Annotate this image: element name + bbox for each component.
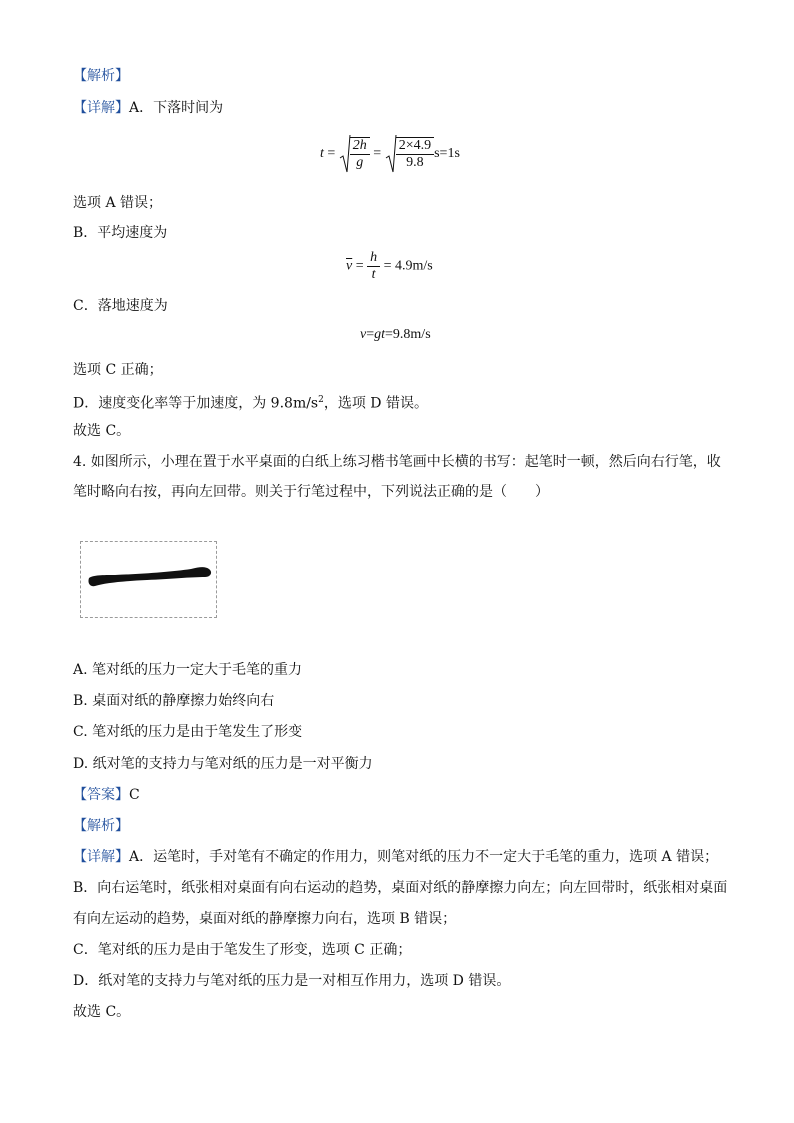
detail-d-pre: D．速度变化率等于加速度，为 9.8m/s bbox=[73, 395, 319, 412]
detail-d-post: ，选项 D 错误。 bbox=[323, 395, 428, 412]
frac-numeric bbox=[396, 137, 434, 171]
eq-t-tail: s=1s bbox=[434, 146, 460, 162]
brush-stroke-image bbox=[81, 542, 216, 617]
conclusion-a: 选项 A 错误； bbox=[73, 195, 163, 211]
detail-d-sup: 2 bbox=[318, 395, 324, 405]
eq-vg-v: v bbox=[360, 327, 367, 342]
q4-detail-b2: 有向左运动的趋势，桌面对纸的静摩擦力向右，选项 B 错误； bbox=[73, 911, 457, 927]
answer-tag: 【答案】 bbox=[73, 787, 129, 803]
detail-line-a bbox=[73, 98, 223, 118]
q4-detail-c: C．笔对纸的压力是由于笔发生了形变，选项 C 正确； bbox=[73, 942, 412, 958]
option-a: A. 笔对纸的压力一定大于毛笔的重力 bbox=[73, 662, 303, 678]
frac-den-g: g bbox=[356, 155, 364, 170]
answer-line bbox=[73, 785, 140, 805]
frac-num-2h: 2h bbox=[350, 138, 370, 155]
analysis-tag: 【解析】 bbox=[73, 68, 129, 84]
conclusion-c: 选项 C 正确； bbox=[73, 362, 163, 378]
frac-den-t: t bbox=[371, 267, 376, 282]
final-answer-q4: 故选 C。 bbox=[73, 1004, 131, 1020]
eq-v-eq: = bbox=[355, 258, 364, 274]
equation-average-velocity bbox=[346, 250, 433, 283]
q4-analysis-tag: 【解析】 bbox=[73, 818, 129, 834]
eq-v-tail: = 4.9m/s bbox=[383, 258, 433, 274]
eq-t-eq: = bbox=[327, 146, 336, 162]
q4-stem-line1: 4. 如图所示，小理在置于水平桌面的白纸上练习楷书笔画中长横的书写：起笔时一顿，然后向右行笔，收 bbox=[73, 454, 721, 470]
frac-num-numeric: 2×4.9 bbox=[396, 138, 434, 155]
detail-line-b: B．平均速度为 bbox=[73, 225, 168, 241]
final-answer-q3: 故选 C。 bbox=[73, 423, 131, 439]
equation-landing-velocity bbox=[360, 327, 431, 343]
q4-detail-b1: B．向右运笔时，纸张相对桌面有向右运动的趋势，桌面对纸的静摩擦力向左；向左回带时，纸张相对桌面 bbox=[73, 880, 728, 896]
eq-vg-gt: gt bbox=[374, 327, 386, 342]
frac-num-h: h bbox=[367, 250, 380, 267]
detail-a-text: A．下落时间为 bbox=[129, 100, 224, 116]
frac-den-numeric: 9.8 bbox=[406, 155, 424, 170]
q4-detail-a-text: A．运笔时，手对笔有不确定的作用力，则笔对纸的压力不一定大于毛笔的重力，选项 A 错误； bbox=[129, 849, 719, 865]
eq-t-eq2: = bbox=[373, 146, 382, 162]
detail-line-c: C．落地速度为 bbox=[73, 298, 168, 314]
equation-fall-time bbox=[320, 134, 460, 174]
q4-detail-tag: 【详解】 bbox=[73, 849, 129, 865]
option-b: B. 桌面对纸的静摩擦力始终向右 bbox=[73, 693, 275, 709]
frac-2h-g bbox=[350, 137, 370, 171]
option-d: D. 纸对笔的支持力与笔对纸的压力是一对平衡力 bbox=[73, 756, 373, 772]
eq-vg-eq: = bbox=[366, 327, 375, 342]
brush-stroke-figure bbox=[80, 541, 217, 618]
q4-detail-d: D．纸对笔的支持力与笔对纸的压力是一对相互作用力，选项 D 错误。 bbox=[73, 973, 511, 989]
option-c: C. 笔对纸的压力是由于笔发生了形变 bbox=[73, 724, 303, 740]
eq-t-lhs: t bbox=[320, 146, 324, 162]
q4-detail-a bbox=[73, 847, 718, 867]
detail-line-d bbox=[73, 390, 428, 414]
q4-stem-line2: 笔时略向右按，再向左回带。则关于行笔过程中，下列说法正确的是（ ） bbox=[73, 484, 549, 500]
answer-value: C bbox=[129, 787, 140, 803]
eq-vg-tail: =9.8m/s bbox=[385, 327, 431, 342]
detail-tag: 【详解】 bbox=[73, 100, 129, 116]
eq-v-lhs: $\overline{v}$ bbox=[346, 258, 353, 274]
frac-h-t bbox=[367, 250, 380, 283]
